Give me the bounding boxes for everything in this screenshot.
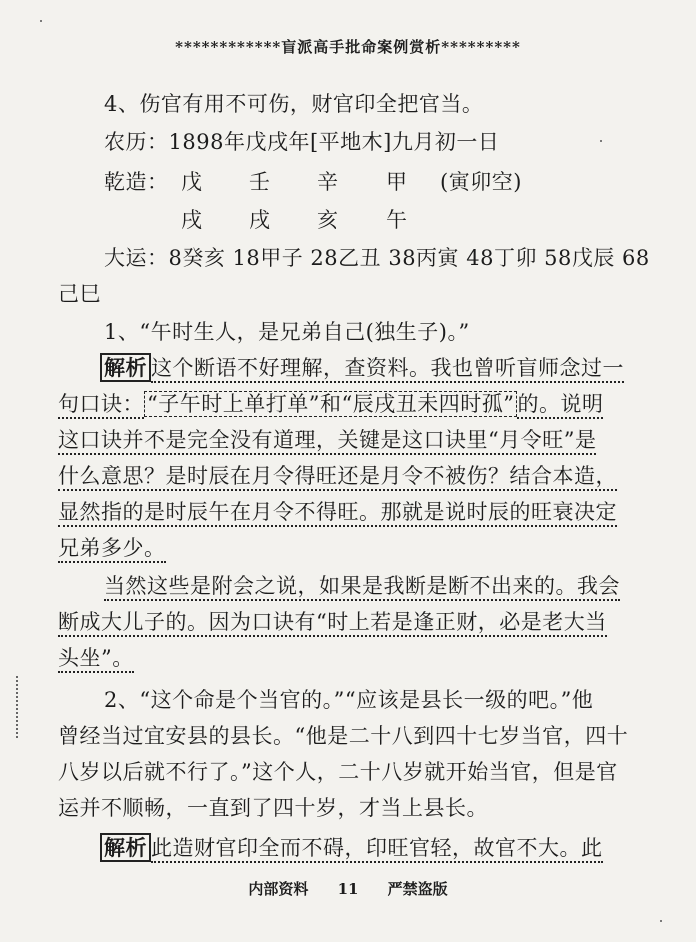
paragraph-2-line-3: [58, 642, 134, 672]
stem-hour: 甲: [386, 170, 408, 194]
analysis-line-2: [58, 388, 603, 418]
analysis-2-line-1: [100, 832, 603, 862]
analysis-text-6: 兄弟多少。: [58, 536, 166, 563]
analysis-text-2b: 的。说明: [517, 392, 603, 419]
paragraph-2-text-3: 头坐”。: [58, 646, 134, 673]
paragraph-2-text-1: 当然这些是附会之说，如果是我断是断不出来的。我会: [104, 574, 620, 601]
analysis-quote: “子午时上单打单”和“辰戌丑未四时孤”: [144, 391, 517, 417]
item-2-line-2: 曾经当过宜安县的县长。“他是二十八到四十七岁当官，四十: [58, 724, 629, 748]
dayun-line-1: 大运：8癸亥 18甲子 28乙丑 38丙寅 48丁卯 58戊辰 68: [104, 246, 650, 270]
footer-internal-label: 内部资料: [248, 880, 309, 898]
paragraph-2-text-2: 断成大儿子的。因为口诀有“时上若是逢正财，必是老大当: [58, 610, 607, 637]
paragraph-2-line-2: [58, 606, 607, 636]
scan-speck: [600, 140, 602, 142]
scan-speck: [660, 920, 662, 922]
dayun-line-2: 己巳: [58, 282, 101, 306]
branch-day: 亥: [317, 208, 339, 232]
lunar-birth-date: 农历：1898年戊戌年[平地木]九月初一日: [104, 130, 500, 154]
branch-hour: 午: [386, 208, 408, 232]
item-2-line-4: 运并不顺畅，一直到了四十岁，才当上县长。: [58, 796, 488, 820]
chart-label: 乾造：: [104, 170, 169, 194]
analysis-tag-2: 解析: [100, 833, 151, 862]
chart-note: (寅卯空): [440, 170, 522, 194]
section-heading: 4、伤官有用不可伤，财官印全把官当。: [104, 92, 484, 116]
analysis-text-2a: 句口诀：: [58, 392, 144, 419]
analysis-line-6: [58, 532, 166, 562]
branch-year: 戌: [181, 208, 203, 232]
page-footer: [0, 878, 696, 899]
scan-speck: [40, 20, 42, 22]
branch-month: 戌: [249, 208, 271, 232]
footer-copyright-label: 严禁盗版: [387, 880, 448, 898]
analysis-line-1: [100, 352, 624, 382]
analysis-2-text: 此造财官印全而不碍，印旺官轻，故官不大。此: [151, 836, 603, 863]
item-2-line-1: 2、“这个命是个当官的。”“应该是县长一级的吧。”他: [104, 688, 594, 712]
stem-day: 辛: [317, 170, 339, 194]
margin-mark: [16, 676, 20, 738]
stem-year: 戊: [181, 170, 203, 194]
analysis-line-3: [58, 424, 596, 454]
page-number: 11: [337, 880, 359, 898]
stem-month: 壬: [249, 170, 271, 194]
paragraph-2-line-1: [104, 570, 620, 600]
page-header: ************盲派高手批命案例赏析*********: [175, 38, 521, 56]
analysis-text-3: 这口诀并不是完全没有道理，关键是这口诀里“月令旺”是: [58, 428, 596, 455]
analysis-line-5: [58, 496, 617, 526]
analysis-text-1: 这个断语不好理解，查资料。我也曾听盲师念过一: [151, 356, 624, 383]
analysis-text-5: 显然指的是时辰午在月令不得旺。那就是说时辰的旺衰决定: [58, 500, 617, 527]
item-1: 1、“午时生人，是兄弟自己(独生子)。”: [104, 320, 470, 344]
analysis-line-4: [58, 460, 617, 490]
analysis-tag: 解析: [100, 353, 151, 382]
analysis-text-4: 什么意思？是时辰在月令得旺还是月令不被伤？结合本造，: [58, 464, 617, 491]
item-2-line-3: 八岁以后就不行了。”这个人，二十八岁就开始当官，但是官: [58, 760, 618, 784]
